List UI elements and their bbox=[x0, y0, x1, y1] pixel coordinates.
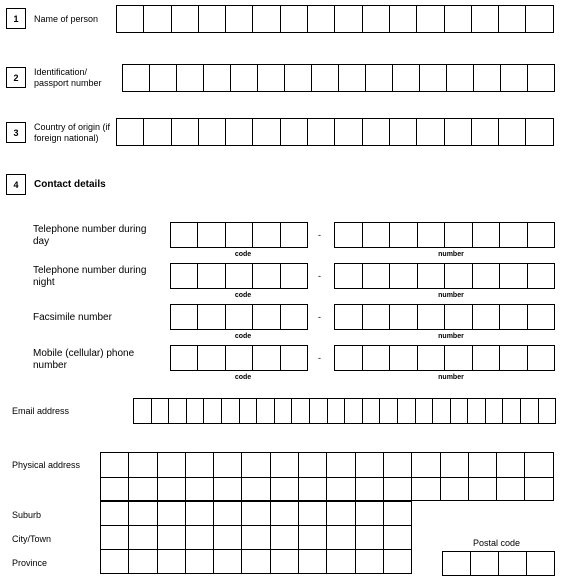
char-box[interactable] bbox=[158, 501, 186, 525]
char-box[interactable] bbox=[299, 452, 327, 477]
char-box[interactable] bbox=[285, 65, 312, 91]
char-box[interactable] bbox=[473, 346, 501, 370]
char-box[interactable] bbox=[226, 119, 253, 145]
char-box[interactable] bbox=[390, 264, 418, 288]
char-box[interactable] bbox=[129, 477, 157, 501]
char-box[interactable] bbox=[384, 452, 412, 477]
tel-day-dash: - bbox=[318, 230, 321, 240]
char-box[interactable] bbox=[471, 552, 499, 575]
char-box[interactable] bbox=[101, 501, 129, 525]
char-box[interactable] bbox=[299, 477, 327, 501]
char-box[interactable] bbox=[253, 119, 280, 145]
char-box[interactable] bbox=[327, 501, 355, 525]
char-box[interactable] bbox=[384, 501, 412, 525]
char-box[interactable] bbox=[242, 477, 270, 501]
char-box[interactable] bbox=[472, 6, 499, 32]
suburb-city-province-grid[interactable] bbox=[100, 501, 412, 574]
field-number-1: 1 bbox=[6, 8, 26, 29]
char-box[interactable] bbox=[271, 452, 299, 477]
char-box[interactable] bbox=[299, 525, 327, 549]
char-box[interactable] bbox=[526, 119, 553, 145]
char-box[interactable] bbox=[390, 346, 418, 370]
char-box[interactable] bbox=[101, 452, 129, 477]
char-box[interactable] bbox=[418, 346, 446, 370]
char-box[interactable] bbox=[226, 264, 253, 288]
char-box[interactable] bbox=[327, 525, 355, 549]
char-box[interactable] bbox=[158, 477, 186, 501]
char-box[interactable] bbox=[281, 223, 308, 247]
char-box[interactable] bbox=[158, 452, 186, 477]
char-box[interactable] bbox=[186, 525, 214, 549]
char-box[interactable] bbox=[366, 65, 393, 91]
physical-address-row-2[interactable] bbox=[100, 477, 554, 501]
char-box[interactable] bbox=[499, 552, 527, 575]
tel-day-code-caption: code bbox=[234, 251, 252, 258]
char-box[interactable] bbox=[445, 305, 473, 329]
char-box[interactable] bbox=[214, 549, 242, 574]
char-box[interactable] bbox=[363, 119, 390, 145]
char-box[interactable] bbox=[443, 552, 471, 575]
char-box[interactable] bbox=[117, 119, 144, 145]
char-box[interactable] bbox=[214, 525, 242, 549]
char-box[interactable] bbox=[525, 477, 553, 501]
tel-day-number-caption: number bbox=[438, 251, 464, 258]
char-box[interactable] bbox=[198, 264, 225, 288]
char-box[interactable] bbox=[271, 501, 299, 525]
char-box[interactable] bbox=[335, 264, 363, 288]
char-box[interactable] bbox=[240, 399, 258, 423]
char-box[interactable] bbox=[327, 549, 355, 574]
char-box[interactable] bbox=[299, 501, 327, 525]
char-box[interactable] bbox=[418, 223, 446, 247]
char-box[interactable] bbox=[499, 6, 526, 32]
char-box[interactable] bbox=[204, 399, 222, 423]
char-box[interactable] bbox=[527, 552, 555, 575]
char-box[interactable] bbox=[469, 452, 497, 477]
province-row[interactable] bbox=[100, 549, 412, 574]
char-box[interactable] bbox=[500, 264, 528, 288]
fax-label: Facsimile number bbox=[33, 312, 112, 323]
char-box[interactable] bbox=[271, 477, 299, 501]
char-box[interactable] bbox=[101, 525, 129, 549]
char-box[interactable] bbox=[412, 477, 440, 501]
char-box[interactable] bbox=[271, 549, 299, 574]
char-box[interactable] bbox=[363, 264, 391, 288]
char-box[interactable] bbox=[335, 119, 362, 145]
postal-code-input[interactable] bbox=[442, 551, 555, 576]
char-box[interactable] bbox=[281, 264, 308, 288]
char-box[interactable] bbox=[356, 477, 384, 501]
city-town-label: City/Town bbox=[12, 534, 52, 544]
char-box[interactable] bbox=[356, 525, 384, 549]
char-box[interactable] bbox=[129, 501, 157, 525]
char-box[interactable] bbox=[499, 119, 526, 145]
fax-number-input[interactable] bbox=[334, 304, 555, 330]
contact-details-heading: Contact details bbox=[34, 179, 106, 190]
char-box[interactable] bbox=[501, 65, 528, 91]
char-box[interactable] bbox=[275, 399, 293, 423]
name-of-person-input[interactable] bbox=[116, 5, 554, 33]
char-box[interactable] bbox=[335, 6, 362, 32]
char-box[interactable] bbox=[253, 223, 280, 247]
city-town-row[interactable] bbox=[100, 525, 412, 549]
char-box[interactable] bbox=[271, 525, 299, 549]
char-box[interactable] bbox=[172, 6, 199, 32]
char-box[interactable] bbox=[150, 65, 177, 91]
char-box[interactable] bbox=[363, 399, 381, 423]
char-box[interactable] bbox=[384, 525, 412, 549]
char-box[interactable] bbox=[134, 399, 152, 423]
name-of-person-label: Name of person bbox=[34, 14, 99, 24]
tel-night-dash: - bbox=[318, 271, 321, 281]
char-box[interactable] bbox=[528, 223, 556, 247]
char-box[interactable] bbox=[226, 223, 253, 247]
char-box[interactable] bbox=[169, 399, 187, 423]
char-box[interactable] bbox=[335, 346, 363, 370]
char-box[interactable] bbox=[101, 477, 129, 501]
char-box[interactable] bbox=[242, 549, 270, 574]
char-box[interactable] bbox=[363, 346, 391, 370]
char-box[interactable] bbox=[472, 119, 499, 145]
char-box[interactable] bbox=[412, 452, 440, 477]
id-passport-label: Identification/ passport number bbox=[34, 67, 102, 88]
char-box[interactable] bbox=[356, 549, 384, 574]
char-box[interactable] bbox=[198, 223, 225, 247]
char-box[interactable] bbox=[312, 65, 339, 91]
physical-address-row-1[interactable] bbox=[100, 452, 554, 477]
char-box[interactable] bbox=[393, 65, 420, 91]
char-box[interactable] bbox=[171, 346, 198, 370]
char-box[interactable] bbox=[253, 346, 280, 370]
char-box[interactable] bbox=[158, 549, 186, 574]
char-box[interactable] bbox=[231, 65, 258, 91]
char-box[interactable] bbox=[398, 399, 416, 423]
char-box[interactable] bbox=[363, 6, 390, 32]
char-box[interactable] bbox=[451, 399, 469, 423]
suburb-label: Suburb bbox=[12, 510, 42, 520]
char-box[interactable] bbox=[417, 119, 444, 145]
tel-day-number-input[interactable] bbox=[334, 222, 555, 248]
mobile-code-caption: code bbox=[234, 374, 252, 381]
char-box[interactable] bbox=[469, 477, 497, 501]
char-box[interactable] bbox=[242, 525, 270, 549]
char-box[interactable] bbox=[171, 305, 198, 329]
char-box[interactable] bbox=[474, 65, 501, 91]
email-input[interactable] bbox=[133, 398, 556, 424]
char-box[interactable] bbox=[158, 525, 186, 549]
char-box[interactable] bbox=[363, 223, 391, 247]
char-box[interactable] bbox=[186, 452, 214, 477]
char-box[interactable] bbox=[253, 305, 280, 329]
tel-night-code-caption: code bbox=[234, 292, 252, 299]
char-box[interactable] bbox=[526, 6, 553, 32]
tel-day-code-input[interactable] bbox=[170, 222, 308, 248]
char-box[interactable] bbox=[473, 264, 501, 288]
char-box[interactable] bbox=[242, 501, 270, 525]
char-box[interactable] bbox=[445, 6, 472, 32]
char-box[interactable] bbox=[390, 305, 418, 329]
char-box[interactable] bbox=[253, 264, 280, 288]
char-box[interactable] bbox=[204, 65, 231, 91]
char-box[interactable] bbox=[433, 399, 451, 423]
char-box[interactable] bbox=[101, 549, 129, 574]
char-box[interactable] bbox=[129, 452, 157, 477]
field-number-3: 3 bbox=[6, 122, 26, 143]
char-box[interactable] bbox=[356, 452, 384, 477]
char-box[interactable] bbox=[226, 305, 253, 329]
char-box[interactable] bbox=[199, 119, 226, 145]
char-box[interactable] bbox=[528, 305, 556, 329]
char-box[interactable] bbox=[328, 399, 346, 423]
char-box[interactable] bbox=[445, 264, 473, 288]
province-label: Province bbox=[12, 558, 48, 568]
char-box[interactable] bbox=[363, 305, 391, 329]
char-box[interactable] bbox=[214, 501, 242, 525]
char-box[interactable] bbox=[152, 399, 170, 423]
char-box[interactable] bbox=[500, 346, 528, 370]
char-box[interactable] bbox=[310, 399, 328, 423]
char-box[interactable] bbox=[214, 477, 242, 501]
char-box[interactable] bbox=[123, 65, 150, 91]
char-box[interactable] bbox=[172, 119, 199, 145]
char-box[interactable] bbox=[281, 6, 308, 32]
id-passport-input[interactable] bbox=[122, 64, 555, 92]
country-of-origin-input[interactable] bbox=[116, 118, 554, 146]
char-box[interactable] bbox=[441, 452, 469, 477]
char-box[interactable] bbox=[199, 6, 226, 32]
char-box[interactable] bbox=[528, 264, 556, 288]
char-box[interactable] bbox=[222, 399, 240, 423]
char-box[interactable] bbox=[473, 223, 501, 247]
email-label: Email address bbox=[12, 406, 70, 416]
mobile-label: Mobile (cellular) phone number bbox=[33, 348, 135, 371]
char-box[interactable] bbox=[418, 264, 446, 288]
char-box[interactable] bbox=[441, 477, 469, 501]
char-box[interactable] bbox=[447, 65, 474, 91]
char-box[interactable] bbox=[500, 305, 528, 329]
char-box[interactable] bbox=[390, 223, 418, 247]
tel-day-label: Telephone number during day bbox=[33, 224, 147, 247]
char-box[interactable] bbox=[186, 501, 214, 525]
char-box[interactable] bbox=[144, 119, 171, 145]
char-box[interactable] bbox=[177, 65, 204, 91]
char-box[interactable] bbox=[242, 452, 270, 477]
char-box[interactable] bbox=[384, 477, 412, 501]
char-box[interactable] bbox=[171, 264, 198, 288]
char-box[interactable] bbox=[468, 399, 486, 423]
char-box[interactable] bbox=[500, 223, 528, 247]
mobile-dash: - bbox=[318, 353, 321, 363]
fax-dash: - bbox=[318, 312, 321, 322]
char-box[interactable] bbox=[356, 501, 384, 525]
char-box[interactable] bbox=[445, 223, 473, 247]
char-box[interactable] bbox=[292, 399, 310, 423]
char-box[interactable] bbox=[528, 65, 555, 91]
char-box[interactable] bbox=[418, 305, 446, 329]
char-box[interactable] bbox=[525, 452, 553, 477]
mobile-number-caption: number bbox=[438, 374, 464, 381]
char-box[interactable] bbox=[497, 452, 525, 477]
tel-night-code-input[interactable] bbox=[170, 263, 308, 289]
char-box[interactable] bbox=[420, 65, 447, 91]
char-box[interactable] bbox=[198, 346, 225, 370]
char-box[interactable] bbox=[445, 346, 473, 370]
char-box[interactable] bbox=[214, 452, 242, 477]
char-box[interactable] bbox=[226, 346, 253, 370]
physical-address-label: Physical address bbox=[12, 460, 81, 470]
char-box[interactable] bbox=[473, 305, 501, 329]
char-box[interactable] bbox=[186, 477, 214, 501]
char-box[interactable] bbox=[390, 119, 417, 145]
char-box[interactable] bbox=[417, 6, 444, 32]
char-box[interactable] bbox=[308, 6, 335, 32]
country-of-origin-label: Country of origin (if foreign national) bbox=[34, 122, 111, 143]
tel-night-number-input[interactable] bbox=[334, 263, 555, 289]
tel-night-number-caption: number bbox=[438, 292, 464, 299]
char-box[interactable] bbox=[281, 119, 308, 145]
char-box[interactable] bbox=[335, 223, 363, 247]
char-box[interactable] bbox=[253, 6, 280, 32]
fax-number-caption: number bbox=[438, 333, 464, 340]
char-box[interactable] bbox=[117, 6, 144, 32]
char-box[interactable] bbox=[281, 346, 308, 370]
field-number-2: 2 bbox=[6, 67, 26, 88]
char-box[interactable] bbox=[186, 549, 214, 574]
mobile-code-input[interactable] bbox=[170, 345, 308, 371]
fax-code-caption: code bbox=[234, 333, 252, 340]
char-box[interactable] bbox=[497, 477, 525, 501]
char-box[interactable] bbox=[299, 549, 327, 574]
postal-code-label: Postal code bbox=[473, 538, 521, 548]
char-box[interactable] bbox=[486, 399, 504, 423]
char-box[interactable] bbox=[129, 525, 157, 549]
fax-code-input[interactable] bbox=[170, 304, 308, 330]
char-box[interactable] bbox=[384, 549, 412, 574]
char-box[interactable] bbox=[327, 477, 355, 501]
tel-night-label: Telephone number during night bbox=[33, 265, 147, 288]
char-box[interactable] bbox=[308, 119, 335, 145]
char-box[interactable] bbox=[144, 6, 171, 32]
char-box[interactable] bbox=[198, 305, 225, 329]
char-box[interactable] bbox=[390, 6, 417, 32]
char-box[interactable] bbox=[187, 399, 205, 423]
char-box[interactable] bbox=[258, 65, 285, 91]
char-box[interactable] bbox=[528, 346, 556, 370]
char-box[interactable] bbox=[335, 305, 363, 329]
physical-address-grid[interactable] bbox=[100, 452, 554, 501]
field-number-4: 4 bbox=[6, 174, 26, 195]
char-box[interactable] bbox=[503, 399, 521, 423]
mobile-number-input[interactable] bbox=[334, 345, 555, 371]
char-box[interactable] bbox=[281, 305, 308, 329]
char-box[interactable] bbox=[521, 399, 539, 423]
char-box[interactable] bbox=[129, 549, 157, 574]
char-box[interactable] bbox=[445, 119, 472, 145]
char-box[interactable] bbox=[339, 65, 366, 91]
char-box[interactable] bbox=[171, 223, 198, 247]
suburb-row[interactable] bbox=[100, 501, 412, 525]
char-box[interactable] bbox=[226, 6, 253, 32]
char-box[interactable] bbox=[380, 399, 398, 423]
char-box[interactable] bbox=[345, 399, 363, 423]
char-box[interactable] bbox=[416, 399, 434, 423]
char-box[interactable] bbox=[539, 399, 557, 423]
char-box[interactable] bbox=[257, 399, 275, 423]
char-box[interactable] bbox=[327, 452, 355, 477]
